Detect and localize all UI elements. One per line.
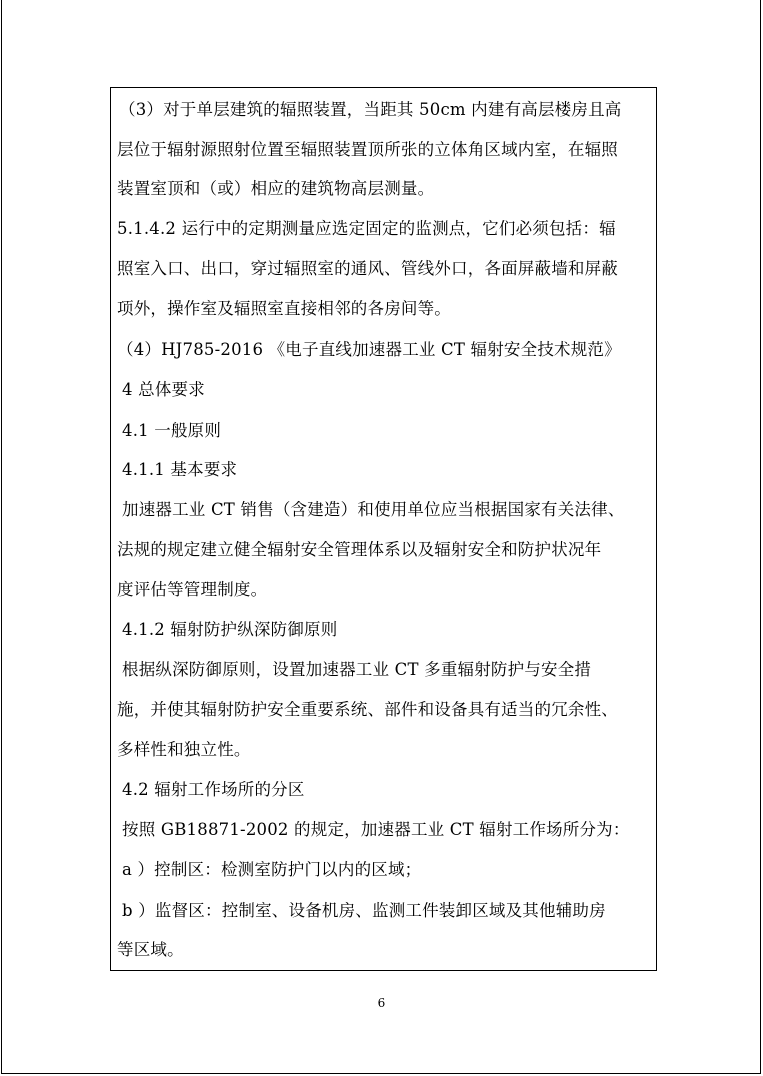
section-heading-4-2: 4.2 辐射工作场所的分区	[122, 780, 305, 799]
text-line-7: （4）HJ785-2016 《电子直线加速器工业 CT 辐射安全技术规范》	[117, 340, 621, 359]
section-heading-4-1-2: 4.1.2 辐射防护纵深防御原则	[122, 620, 338, 639]
text-line-2: 层位于辐射源照射位置至辐照装置顶所张的立体角区域内室，在辐照	[117, 140, 618, 159]
text-line-22: 等区域。	[117, 940, 184, 959]
text-line-6: 项外，操作室及辐照室直接相邻的各房间等。	[117, 299, 451, 318]
text-line-13: 度评估等管理制度。	[117, 580, 268, 599]
content-frame	[110, 87, 657, 971]
text-line-3: 装置室顶和（或）相应的建筑物高层测量。	[117, 179, 435, 198]
page-number: 6	[377, 996, 386, 1010]
list-item-a: a ）控制区：检测室防护门以内的区域；	[122, 860, 422, 879]
text-line-11: 加速器工业 CT 销售（含建造）和使用单位应当根据国家有关法律、	[122, 500, 625, 519]
text-line-5: 照室入口、出口，穿过辐照室的通风、管线外口，各面屏蔽墙和屏蔽	[117, 259, 618, 278]
text-line-4: 5.1.4.2 运行中的定期测量应选定固定的监测点，它们必须包括：辐	[117, 219, 616, 238]
text-line-1: （3）对于单层建筑的辐照装置，当距其 50cm 内建有高层楼房且高	[119, 100, 622, 119]
text-line-19: 按照 GB18871-2002 的规定，加速器工业 CT 辐射工作场所分为：	[122, 820, 630, 839]
text-line-16: 施，并使其辐射防护安全重要系统、部件和设备具有适当的冗余性、	[117, 700, 618, 719]
text-line-12: 法规的规定建立健全辐射安全管理体系以及辐射安全和防护状况年	[117, 540, 602, 559]
section-heading-4: 4 总体要求	[122, 380, 205, 399]
list-item-b: b ）监督区：控制室、设备机房、监测工件装卸区域及其他辅助房	[122, 901, 606, 920]
text-line-17: 多样性和独立性。	[117, 740, 251, 759]
text-line-15: 根据纵深防御原则，设置加速器工业 CT 多重辐射防护与安全措	[122, 660, 592, 679]
section-heading-4-1: 4.1 一般原则	[122, 421, 222, 440]
section-heading-4-1-1: 4.1.1 基本要求	[122, 460, 238, 479]
